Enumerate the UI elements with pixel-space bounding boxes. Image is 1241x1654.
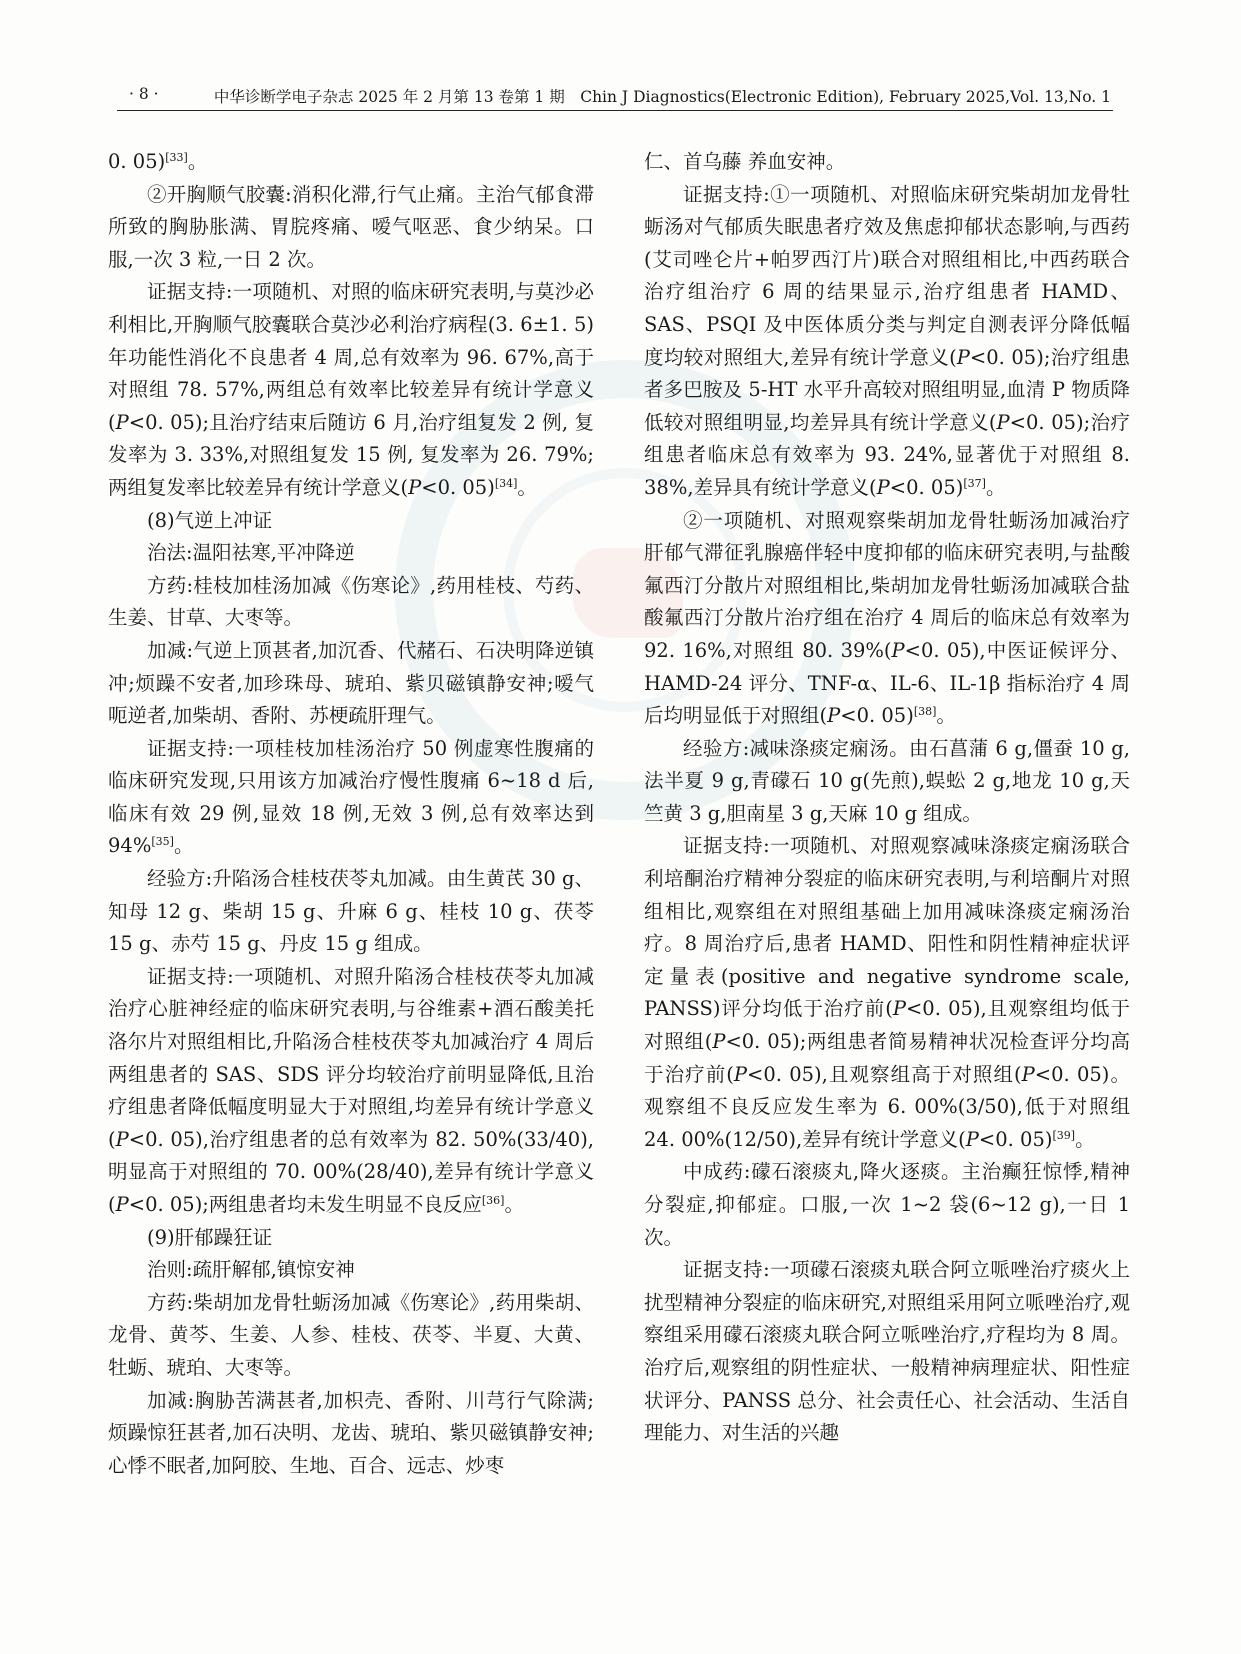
page-number: · 8 · bbox=[129, 85, 159, 103]
paragraph: ②一项随机、对照观察柴胡加龙骨牡蛎汤加减治疗肝郁气滞征乳腺癌伴轻中度抑郁的临床研究表明,与盐酸氟西汀分散片对照组相比,柴胡加龙骨牡蛎汤加减联合盐酸氟西汀分散片治疗组在治疗 4 周后的临床总有效率为 92. 16%,对照组 80. 39%(P<0. 05),中医证候评分、HAMD-24 评分、TNF-α、IL-6、IL-1β 指标治疗 4 周后均明显低于对照组(P<0. 05)[38]。 bbox=[644, 508, 1131, 728]
paragraph: 方药:桂枝加桂汤加减《伤寒论》,药用桂枝、芍药、生姜、甘草、大枣等。 bbox=[108, 573, 594, 630]
paragraph: ②开胸顺气胶囊:消积化滞,行气止痛。主治气郁食滞所致的胸胁胀满、胃脘疼痛、嗳气呕恶、食少纳呆。口服,一次 3 粒,一日 2 次。 bbox=[108, 182, 594, 271]
paragraph: 0. 05)[33]。 bbox=[108, 150, 208, 173]
section-heading: (9)肝郁躁狂证 bbox=[147, 1225, 273, 1249]
paragraph: 治法:温阳祛寒,平冲降逆 bbox=[147, 541, 355, 565]
right-column bbox=[644, 146, 1130, 1450]
paragraph: 证据支持:一项桂枝加桂汤治疗 50 例虚寒性腹痛的临床研究发现,只用该方加减治疗慢性腹痛 6~18 d 后,临床有效 29 例,显效 18 例,无效 3 例,总有效率达到 94%[35]。 bbox=[108, 736, 594, 858]
journal-citation: 中华诊断学电子杂志 2025 年 2 月第 13 卷第 1 期 Chin J Diagnostics(Electronic Edition), February 2025,Vol. 13,No. 1 bbox=[213, 88, 1111, 106]
paragraph: 经验方:升陷汤合桂枝茯苓丸加减。由生黄芪 30 g、知母 12 g、柴胡 15 g、升麻 6 g、桂枝 10 g、茯苓 15 g、赤芍 15 g、丹皮 15 g 组成。 bbox=[108, 867, 594, 956]
section-heading: (8)气逆上冲证 bbox=[147, 508, 273, 532]
paragraph: 证据支持:一项随机、对照升陷汤合桂枝茯苓丸加减治疗心脏神经症的临床研究表明,与谷维素+酒石酸美托洛尔片对照组相比,升陷汤合桂枝茯苓丸加减治疗 4 周后两组患者的 SAS、SDS 评分均较治疗前明显降低,且治疗组患者降低幅度明显大于对照组,均差异有统计学意义(P<0. 05),治疗组患者的总有效率为 82. 50%(33/40),明显高于对照组的 70. 00%(28/40),差异有统计学意义(P<0. 05);两组患者均未发生明显不良反应[36]。 bbox=[108, 964, 594, 1216]
paragraph: 经验方:减味涤痰定痫汤。由石菖蒲 6 g,僵蚕 10 g,法半夏 9 g,青礞石 10 g(先煎),蜈蚣 2 g,地龙 10 g,天竺黄 3 g,胆南星 3 g,天麻 10 g 组成。 bbox=[644, 736, 1130, 825]
paragraph: 证据支持:一项随机、对照的临床研究表明,与莫沙必利相比,开胸顺气胶囊联合莫沙必利治疗病程(3. 6±1. 5)年功能性消化不良患者 4 周,总有效率为 96. 67%,高于对照组 78. 57%,两组总有效率比较差异有统计学意义(P<0. 05);且治疗结束后随访 6 月,治疗组复发 2 例, 复发率为 3. 33%,对照组复发 15 例, 复发率为 26. 79%;两组复发率比较差异有统计学意义(P<0. 05)[34]。 bbox=[108, 280, 594, 499]
paragraph: 证据支持:①一项随机、对照临床研究柴胡加龙骨牡蛎汤对气郁质失眠患者疗效及焦虑抑郁状态影响,与西药(艾司唑仑片+帕罗西汀片)联合对照组相比,中西药联合治疗组治疗 6 周的结果显示,治疗组患者 HAMD、SAS、PSQI 及中医体质分类与判定自测表评分降低幅度均较对照组大,差异有统计学意义(P<0. 05);治疗组患者多巴胺及 5-HT 水平升高较对照组明显,血清 P 物质降低较对照组明显,均差异具有统计学意义(P<0. 05);治疗组患者临床总有效率为 93. 24%,显著优于对照组 8. 38%,差异具有统计学意义(P<0. 05)[37]。 bbox=[644, 182, 1130, 499]
paragraph: 仁、首乌藤 养血安神。 bbox=[644, 150, 846, 173]
paragraph: 加减:胸胁苦满甚者,加枳壳、香附、川芎行气除满; 烦躁惊狂甚者,加石决明、龙齿、琥珀、紫贝磁镇静安神;心悸不眠者,加阿胶、生地、百合、远志、炒枣 bbox=[108, 1388, 594, 1477]
paragraph: 中成药:礞石滚痰丸,降火逐痰。主治癫狂惊悸,精神分裂症,抑郁症。口服,一次 1~2 袋(6~12 g),一日 1 次。 bbox=[644, 1160, 1130, 1249]
paragraph: 方药:柴胡加龙骨牡蛎汤加减《伤寒论》,药用柴胡、龙骨、黄芩、生姜、人参、桂枝、茯苓、半夏、大黄、牡蛎、琥珀、大枣等。 bbox=[108, 1290, 594, 1379]
paragraph: 证据支持:一项随机、对照观察减味涤痰定痫汤联合利培酮治疗精神分裂症的临床研究表明,与利培酮片对照组相比,观察组在对照组基础上加用减味涤痰定痫汤治疗。8 周治疗后,患者 HAMD、阳性和阴性精神症状评定量表(positive and negative syndrome scale, PANSS)评分均低于治疗前(P<0. 05),且观察组均低于对照组(P<0. 05);两组患者简易精神状况检查评分均高于治疗前(P<0. 05),且观察组高于对照组(P<0. 05)。观察组不良反应发生率为 6. 00%(3/50),低于对照组 24. 00%(12/50),差异有统计学意义(P<0. 05)[39]。 bbox=[644, 834, 1131, 1151]
left-column bbox=[108, 146, 594, 1482]
running-header bbox=[117, 84, 1113, 111]
paragraph: 加减:气逆上顶甚者,加沉香、代赭石、石决明降逆镇冲;烦躁不安者,加珍珠母、琥珀、紫贝磁镇静安神;嗳气呃逆者,加柴胡、香附、苏梗疏肝理气。 bbox=[108, 638, 594, 728]
paragraph: 证据支持:一项礞石滚痰丸联合阿立哌唑治疗痰火上扰型精神分裂症的临床研究,对照组采用阿立哌唑治疗,观察组采用礞石滚痰丸联合阿立哌唑治疗,疗程均为 8 周。治疗后,观察组的阴性症状、一般精神病理症状、阳性症状评分、PANSS 总分、社会责任心、社会活动、生活自理能力、对生活的兴趣 bbox=[644, 1258, 1130, 1445]
paragraph: 治则:疏肝解郁,镇惊安神 bbox=[147, 1258, 355, 1282]
